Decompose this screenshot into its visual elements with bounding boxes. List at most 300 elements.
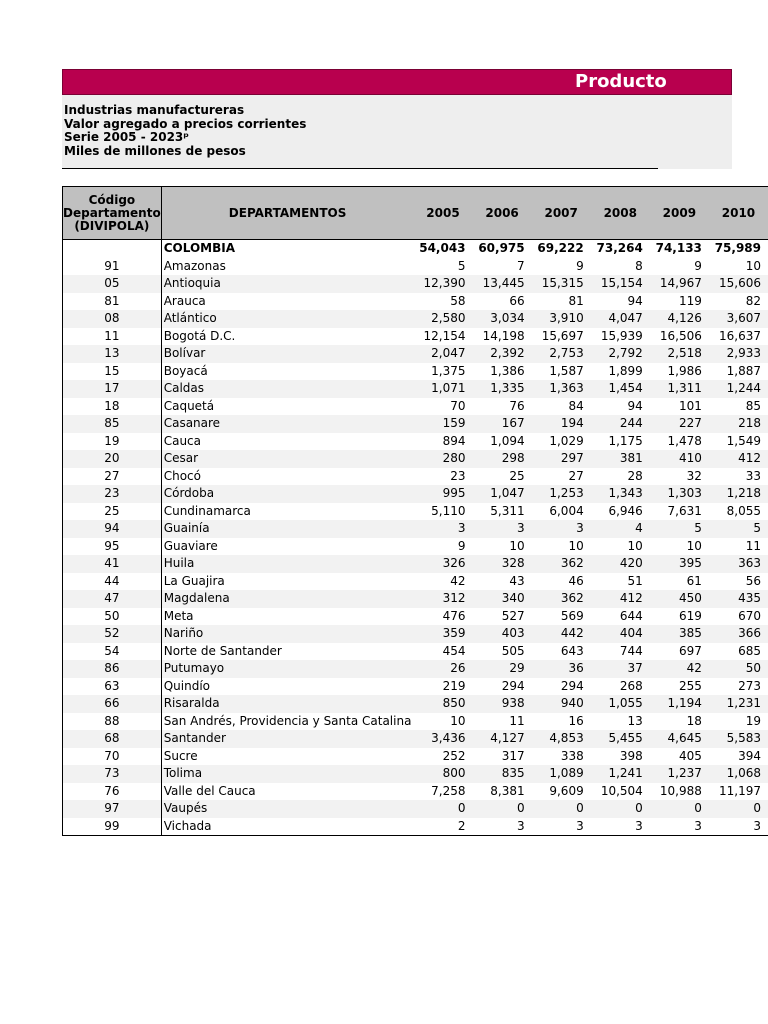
value-cell: 3 — [413, 520, 472, 538]
department-code: 88 — [63, 713, 162, 731]
value-cell: 4,645 — [650, 730, 709, 748]
department-code: 94 — [63, 520, 162, 538]
value-cell: 10 — [745, 258, 761, 273]
value-cell: 995 — [413, 485, 472, 503]
value-cell: 19 — [745, 713, 761, 728]
value-cell: 363 — [709, 555, 768, 573]
value-cell: 3 — [650, 818, 709, 836]
value-cell: 252 — [442, 748, 466, 763]
header-row — [63, 187, 768, 240]
department-name: COLOMBIA — [161, 240, 413, 258]
value-cell: 244 — [591, 415, 650, 433]
value-cell: 1,094 — [490, 433, 525, 448]
value-cell: 9 — [576, 258, 584, 273]
value-cell: 27 — [568, 468, 584, 483]
department-name: Santander — [161, 730, 413, 748]
table-row — [63, 293, 768, 311]
value-cell: 412 — [591, 590, 650, 608]
table-row — [63, 468, 768, 486]
value-cell: 73,264 — [591, 240, 650, 258]
department-code: 81 — [63, 293, 162, 311]
value-cell: 398 — [619, 748, 643, 763]
value-cell: 42 — [650, 660, 709, 678]
value-cell: 0 — [709, 800, 768, 818]
department-code: 19 — [63, 433, 162, 451]
department-code: 73 — [63, 765, 162, 783]
value-cell: 1,253 — [532, 485, 591, 503]
value-cell: 3 — [473, 520, 532, 538]
value-cell: 10,988 — [659, 783, 702, 798]
department-code: 44 — [63, 573, 162, 591]
value-cell: 3 — [532, 520, 591, 538]
value-cell: 505 — [501, 643, 525, 658]
value-cell: 14,198 — [482, 328, 525, 343]
table-row — [63, 748, 768, 766]
department-code: 11 — [63, 328, 162, 346]
value-cell: 81 — [568, 293, 584, 308]
department-name: Nariño — [161, 625, 413, 643]
value-cell: 381 — [591, 450, 650, 468]
value-cell: 2,518 — [650, 345, 709, 363]
value-cell: 450 — [650, 590, 709, 608]
value-cell: 5 — [457, 258, 466, 273]
value-cell: 435 — [709, 590, 768, 608]
department-name: Sucre — [163, 748, 198, 763]
value-cell: 84 — [568, 398, 584, 413]
table-row — [63, 573, 768, 591]
department-name: Cauca — [163, 433, 202, 448]
info-units: Miles de millones de pesos — [64, 143, 246, 158]
department-name: Huila — [161, 555, 413, 573]
table-row — [63, 608, 768, 626]
value-cell: 273 — [738, 678, 761, 693]
value-cell: 3,607 — [709, 310, 768, 328]
value-cell: 61 — [686, 573, 702, 588]
value-cell: 2,753 — [532, 345, 591, 363]
title-bar — [62, 69, 732, 95]
table-row — [63, 678, 768, 696]
info-series: Serie 2005 - 2023ᵖ — [64, 130, 190, 144]
value-cell: 3 — [591, 818, 650, 836]
value-cell: 15,315 — [532, 275, 591, 293]
department-name: Putumayo — [161, 660, 413, 678]
department-code: 91 — [63, 258, 162, 276]
value-cell: 82 — [745, 293, 761, 308]
value-cell: 7 — [516, 258, 525, 273]
value-cell: 18 — [686, 713, 702, 728]
value-cell: 0 — [532, 800, 591, 818]
value-cell: 51 — [627, 573, 643, 588]
value-cell: 2 — [413, 818, 472, 836]
department-name: Cundinamarca — [163, 503, 251, 518]
header-department: DEPARTAMENTOS — [161, 187, 413, 240]
table-row — [63, 783, 768, 801]
value-cell: 338 — [560, 748, 584, 763]
department-name: Quindío — [163, 678, 211, 693]
department-name: Antioquia — [161, 275, 413, 293]
value-cell: 2,392 — [473, 345, 532, 363]
value-cell: 14,967 — [650, 275, 709, 293]
value-cell: 5,583 — [709, 730, 768, 748]
department-code: 95 — [63, 538, 162, 556]
value-cell: 697 — [679, 643, 702, 658]
value-cell: 4,126 — [650, 310, 709, 328]
table-row — [63, 555, 768, 573]
table-row — [63, 380, 768, 398]
value-cell: 1,194 — [650, 695, 709, 713]
value-cell: 800 — [413, 765, 472, 783]
value-cell: 938 — [473, 695, 532, 713]
table-row — [63, 590, 768, 608]
header-year: 2006 — [473, 187, 532, 240]
value-cell: 28 — [627, 468, 643, 483]
value-cell: 340 — [473, 590, 532, 608]
header-year: 2008 — [591, 187, 650, 240]
value-cell: 26 — [413, 660, 472, 678]
table-row — [63, 625, 768, 643]
value-cell: 569 — [560, 608, 584, 623]
value-cell: 297 — [532, 450, 591, 468]
value-cell: 1,363 — [532, 380, 591, 398]
value-cell: 219 — [442, 678, 466, 693]
value-cell: 643 — [560, 643, 584, 658]
value-cell: 13,445 — [473, 275, 532, 293]
department-name: Norte de Santander — [163, 643, 282, 658]
value-cell: 2,047 — [413, 345, 472, 363]
value-cell: 7,631 — [667, 503, 702, 518]
department-code: 66 — [63, 695, 162, 713]
department-name: Magdalena — [161, 590, 413, 608]
value-cell: 1,241 — [591, 765, 650, 783]
value-cell: 4,853 — [532, 730, 591, 748]
value-cell: 69,222 — [532, 240, 591, 258]
value-cell: 1,047 — [473, 485, 532, 503]
value-cell: 32 — [686, 468, 702, 483]
department-name: Amazonas — [163, 258, 226, 273]
value-cell: 227 — [650, 415, 709, 433]
value-cell: 1,887 — [726, 363, 761, 378]
department-code: 18 — [63, 398, 162, 416]
value-cell: 940 — [532, 695, 591, 713]
value-cell: 10 — [568, 538, 584, 553]
value-cell: 42 — [450, 573, 466, 588]
value-cell: 94 — [627, 398, 643, 413]
value-cell: 11,197 — [719, 783, 761, 798]
department-name: Atlántico — [161, 310, 413, 328]
value-cell: 70 — [450, 398, 466, 413]
value-cell: 16 — [568, 713, 584, 728]
value-cell: 362 — [532, 555, 591, 573]
value-cell: 43 — [509, 573, 525, 588]
value-cell: 15,697 — [541, 328, 584, 343]
department-code: 76 — [63, 783, 162, 801]
total-row — [63, 240, 768, 258]
value-cell: 1,343 — [591, 485, 650, 503]
department-name: Bogotá D.C. — [163, 328, 236, 343]
value-cell: 312 — [413, 590, 472, 608]
department-code: 47 — [63, 590, 162, 608]
value-cell: 4,127 — [473, 730, 532, 748]
table-row — [63, 695, 768, 713]
value-cell: 1,244 — [709, 380, 768, 398]
value-cell: 1,375 — [431, 363, 466, 378]
value-cell: 74,133 — [650, 240, 709, 258]
value-cell: 23 — [450, 468, 466, 483]
value-cell: 9 — [694, 258, 702, 273]
value-cell: 1,386 — [490, 363, 525, 378]
department-code: 41 — [63, 555, 162, 573]
header-year: 2007 — [532, 187, 591, 240]
value-cell: 0 — [591, 800, 650, 818]
value-cell: 85 — [745, 398, 761, 413]
table-row — [63, 800, 768, 818]
value-cell: 0 — [473, 800, 532, 818]
value-cell: 15,606 — [709, 275, 768, 293]
value-cell: 9 — [457, 538, 466, 553]
department-name: Boyacá — [163, 363, 208, 378]
value-cell: 2,933 — [709, 345, 768, 363]
value-cell: 11 — [745, 538, 761, 553]
value-cell: 12,154 — [423, 328, 466, 343]
value-cell: 10 — [509, 538, 525, 553]
value-cell: 33 — [745, 468, 761, 483]
info-block — [62, 95, 732, 169]
value-cell: 60,975 — [473, 240, 532, 258]
value-cell: 359 — [413, 625, 472, 643]
header-code: Código Departamento (DIVIPOLA) — [63, 187, 162, 240]
department-code: 25 — [63, 503, 162, 521]
value-cell: 75,989 — [709, 240, 768, 258]
value-cell: 1,986 — [667, 363, 702, 378]
value-cell: 1,478 — [667, 433, 702, 448]
department-code: 13 — [63, 345, 162, 363]
info-sector: Industrias manufactureras — [64, 103, 245, 117]
value-cell: 12,390 — [413, 275, 472, 293]
value-cell: 194 — [532, 415, 591, 433]
value-cell: 255 — [679, 678, 702, 693]
value-cell: 527 — [501, 608, 525, 623]
value-cell: 6,004 — [549, 503, 584, 518]
value-cell: 835 — [473, 765, 532, 783]
value-cell: 685 — [738, 643, 761, 658]
value-cell: 403 — [473, 625, 532, 643]
value-cell: 744 — [619, 643, 643, 658]
value-cell: 66 — [509, 293, 525, 308]
value-cell: 1,089 — [532, 765, 591, 783]
value-cell: 410 — [650, 450, 709, 468]
divider — [62, 168, 658, 169]
table-row — [63, 660, 768, 678]
value-cell: 5 — [709, 520, 768, 538]
department-name: Vichada — [161, 818, 413, 836]
value-cell: 294 — [501, 678, 525, 693]
department-code: 70 — [63, 748, 162, 766]
value-cell: 16,506 — [659, 328, 702, 343]
value-cell: 0 — [413, 800, 472, 818]
value-cell: 1,231 — [709, 695, 768, 713]
page-title: Producto — [575, 71, 667, 92]
value-cell: 362 — [532, 590, 591, 608]
table-row — [63, 730, 768, 748]
value-cell: 50 — [709, 660, 768, 678]
table-row — [63, 363, 768, 381]
value-cell: 366 — [709, 625, 768, 643]
department-code: 05 — [63, 275, 162, 293]
value-cell: 13 — [627, 713, 643, 728]
department-code: 68 — [63, 730, 162, 748]
value-cell: 8,055 — [726, 503, 761, 518]
data-table — [62, 186, 768, 836]
value-cell: 326 — [413, 555, 472, 573]
value-cell: 2,792 — [591, 345, 650, 363]
value-cell: 4 — [591, 520, 650, 538]
table-row — [63, 398, 768, 416]
value-cell: 454 — [442, 643, 466, 658]
value-cell: 404 — [591, 625, 650, 643]
value-cell: 37 — [591, 660, 650, 678]
value-cell: 94 — [627, 293, 643, 308]
value-cell: 476 — [442, 608, 466, 623]
table-row — [63, 450, 768, 468]
table-row — [63, 485, 768, 503]
value-cell: 280 — [413, 450, 472, 468]
department-code: 23 — [63, 485, 162, 503]
value-cell: 15,154 — [591, 275, 650, 293]
value-cell: 412 — [709, 450, 768, 468]
table-row — [63, 415, 768, 433]
value-cell: 670 — [738, 608, 761, 623]
value-cell: 1,055 — [591, 695, 650, 713]
value-cell: 1,175 — [608, 433, 643, 448]
department-code: 17 — [63, 380, 162, 398]
value-cell: 442 — [532, 625, 591, 643]
department-name: Córdoba — [161, 485, 413, 503]
department-code: 15 — [63, 363, 162, 381]
department-code: 50 — [63, 608, 162, 626]
value-cell: 46 — [568, 573, 584, 588]
value-cell: 10 — [686, 538, 702, 553]
value-cell: 3,910 — [532, 310, 591, 328]
value-cell: 5,311 — [490, 503, 525, 518]
value-cell: 218 — [709, 415, 768, 433]
table-row — [63, 433, 768, 451]
header-year: 2005 — [413, 187, 472, 240]
department-name: Risaralda — [161, 695, 413, 713]
value-cell: 76 — [509, 398, 525, 413]
value-cell: 15,939 — [600, 328, 643, 343]
department-name: Tolima — [161, 765, 413, 783]
department-code: 27 — [63, 468, 162, 486]
value-cell: 1,303 — [650, 485, 709, 503]
value-cell: 36 — [532, 660, 591, 678]
department-name: Bolívar — [161, 345, 413, 363]
value-cell: 56 — [745, 573, 761, 588]
value-cell: 9,609 — [549, 783, 584, 798]
table-row — [63, 520, 768, 538]
value-cell: 16,637 — [719, 328, 761, 343]
value-cell: 619 — [679, 608, 702, 623]
value-cell: 850 — [413, 695, 472, 713]
department-code: 52 — [63, 625, 162, 643]
value-cell: 1,029 — [549, 433, 584, 448]
department-name: Casanare — [161, 415, 413, 433]
department-name: Vaupés — [161, 800, 413, 818]
department-code — [63, 240, 162, 258]
table-row — [63, 643, 768, 661]
department-name: San Andrés, Providencia y Santa Catalina — [163, 713, 412, 728]
value-cell: 119 — [679, 293, 702, 308]
department-name: Caldas — [161, 380, 413, 398]
table-row — [63, 275, 768, 293]
department-name: Guainía — [161, 520, 413, 538]
value-cell: 3 — [473, 818, 532, 836]
value-cell: 5 — [650, 520, 709, 538]
table-row — [63, 503, 768, 521]
department-name: Cesar — [161, 450, 413, 468]
value-cell: 1,335 — [473, 380, 532, 398]
value-cell: 5,455 — [591, 730, 650, 748]
table-row — [63, 310, 768, 328]
department-name: Chocó — [163, 468, 201, 483]
value-cell: 8 — [635, 258, 643, 273]
table-row — [63, 713, 768, 731]
value-cell: 1,454 — [591, 380, 650, 398]
info-measure: Valor agregado a precios corrientes — [64, 116, 307, 131]
value-cell: 101 — [679, 398, 702, 413]
value-cell: 1,899 — [608, 363, 643, 378]
value-cell: 268 — [619, 678, 643, 693]
table-row — [63, 538, 768, 556]
value-cell: 328 — [473, 555, 532, 573]
value-cell: 2,580 — [413, 310, 472, 328]
department-name: Meta — [163, 608, 194, 623]
department-name: Arauca — [163, 293, 206, 308]
department-name: Guaviare — [163, 538, 218, 553]
value-cell: 10 — [450, 713, 466, 728]
value-cell: 6,946 — [608, 503, 643, 518]
header-year: 2009 — [650, 187, 709, 240]
department-code: 08 — [63, 310, 162, 328]
value-cell: 1,068 — [709, 765, 768, 783]
value-cell: 3 — [709, 818, 768, 836]
value-cell: 298 — [473, 450, 532, 468]
value-cell: 3,436 — [413, 730, 472, 748]
table-row — [63, 328, 768, 346]
value-cell: 167 — [473, 415, 532, 433]
value-cell: 4,047 — [591, 310, 650, 328]
department-code: 97 — [63, 800, 162, 818]
value-cell: 644 — [619, 608, 643, 623]
value-cell: 894 — [442, 433, 466, 448]
value-cell: 1,311 — [650, 380, 709, 398]
value-cell: 1,071 — [413, 380, 472, 398]
value-cell: 420 — [591, 555, 650, 573]
department-name: Valle del Cauca — [163, 783, 256, 798]
value-cell: 317 — [501, 748, 525, 763]
value-cell: 394 — [738, 748, 761, 763]
value-cell: 1,549 — [726, 433, 761, 448]
value-cell: 1,237 — [650, 765, 709, 783]
value-cell: 1,218 — [709, 485, 768, 503]
department-code: 63 — [63, 678, 162, 696]
value-cell: 10 — [627, 538, 643, 553]
value-cell: 1,587 — [549, 363, 584, 378]
value-cell: 54,043 — [413, 240, 472, 258]
value-cell: 7,258 — [431, 783, 466, 798]
value-cell: 0 — [650, 800, 709, 818]
value-cell: 405 — [679, 748, 702, 763]
value-cell: 8,381 — [490, 783, 525, 798]
